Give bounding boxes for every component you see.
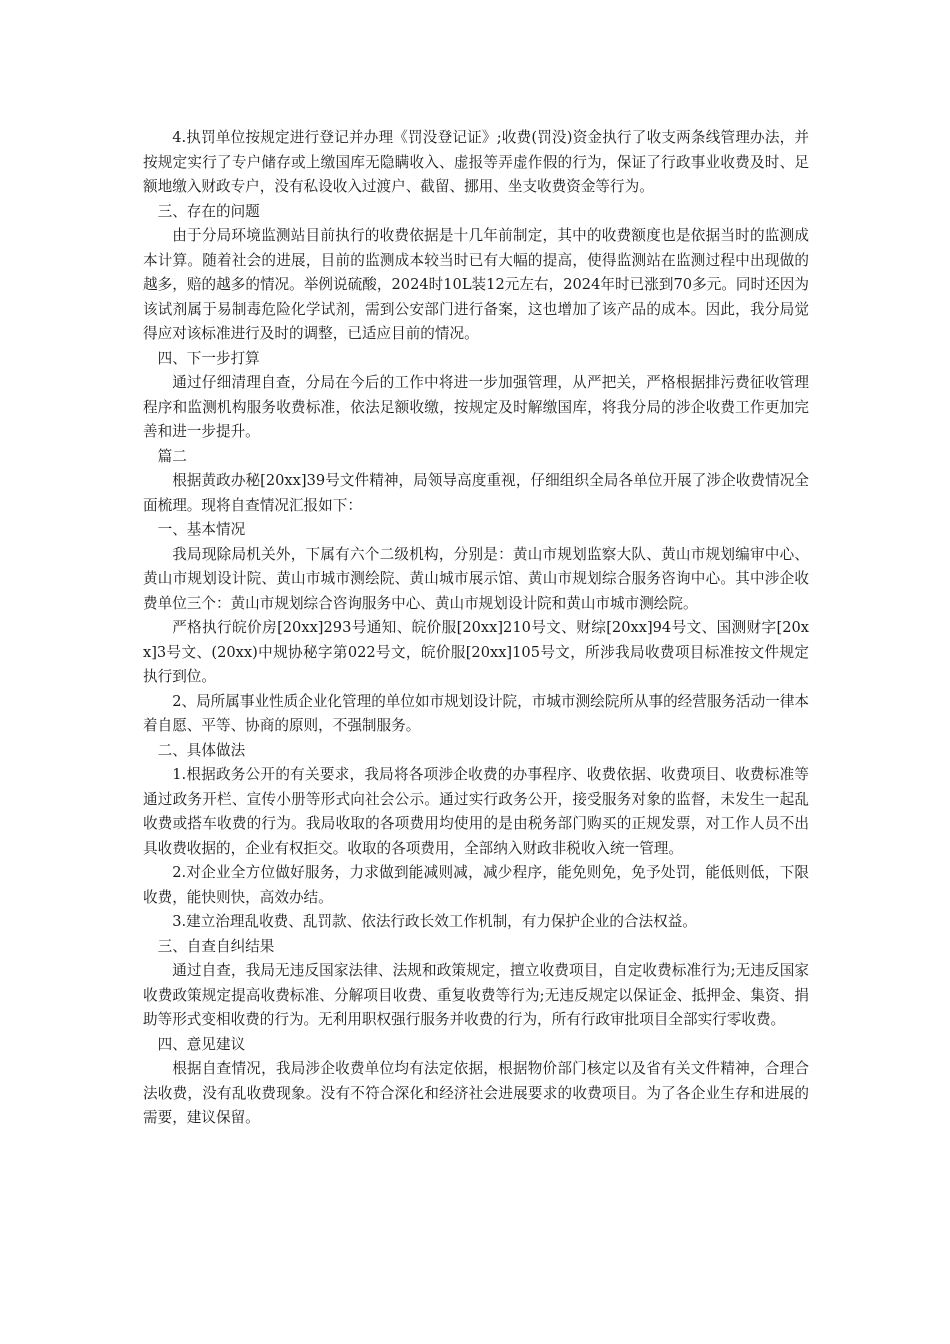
paragraph-organizations: 我局现除局机关外，下属有六个二级机构，分别是：黄山市规划监察大队、黄山市规划编审中心、黄山市规划设计院、黄山市城市测绘院、黄山城市展示馆、黄山市规划综合服务咨询中心。其中涉企收费单位三个：黄山市规划综合咨询服务中心、黄山市规划设计院和黄山市城市测绘院。 [143, 545, 809, 612]
paragraph-practice-3: 3.建立治理乱收费、乱罚款、依法行政长效工作机制，有力保护企业的合法权益。 [172, 913, 697, 930]
paragraph-next-steps: 通过仔细清理自查，分局在今后的工作中将进一步加强管理，从严把关，严格根据排污费征收管理程序和监测机构服务收费标准，依法足额收缴，按规定及时解缴国库，将我分局的涉企收费工作更加完善和进一步提升。 [143, 374, 809, 440]
paragraph-price-documents: 严格执行皖价房[20xx]293号通知、皖价服[20xx]210号文、财综[20xx]94号文、国测财字[20xx]3号文、(20xx)中规协秘字第022号文，皖价服[20xx]105号文，所涉我局收费项目标准按文件规定执行到位。 [143, 619, 809, 685]
section-heading-problems: 三、存在的问题 [157, 202, 260, 220]
paragraph-practice-2: 2.对企业全方位做好服务，力求做到能减则减，减少程序，能免则免，免予处罚，能低则低，下限收费，能快则快，高效办结。 [143, 864, 809, 906]
section-heading-suggestions: 四、意见建议 [157, 1035, 246, 1053]
document-body [143, 126, 809, 1131]
paragraph-practice-1: 1.根据政务公开的有关要求，我局将各项涉企收费的办事程序、收费依据、收费项目、收费标准等通过政务开栏、宣传小册等形式向社会公示。通过实行政务公开，接受服务对象的监督，未发生一起乱收费或搭车收费的行为。我局收取的各项费用均使用的是由税务部门购买的正规发票，对工作人员不出具收费收据的，企业有权拒交。收取的各项费用，全部纳入财政非税收入统一管理。 [143, 766, 809, 857]
section-heading-self-check-results: 三、自查自纠结果 [157, 937, 275, 955]
section-heading-practices: 二、具体做法 [157, 741, 246, 759]
section-heading-next-steps: 四、下一步打算 [157, 349, 260, 367]
section-heading-basic-info: 一、基本情况 [157, 521, 246, 538]
paragraph-self-check-results: 通过自查，我局无违反国家法律、法规和政策规定，擅立收费项目，自定收费标准行为;无违反国家收费政策规定提高收费标准、分解项目收费、重复收费等行为;无违反规定以保证金、抵押金、集资、捐助等形式变相收费的行为。无利用职权强行服务并收费的行为，所有行政审批项目全部实行零收费。 [143, 962, 809, 1028]
section-heading-part-two: 篇二 [157, 447, 187, 465]
paragraph-penalty-registration: 4.执罚单位按规定进行登记并办理《罚没登记证》;收费(罚没)资金执行了收支两条线管理办法，并按规定实行了专户储存或上缴国库无隐瞒收入、虚报等弄虚作假的行为，保证了行政事业收费及时、足额地缴入财政专户，没有私设收入过渡户、截留、挪用、坐支收费资金等行为。 [143, 129, 809, 195]
paragraph-problems: 由于分局环境监测站目前执行的收费依据是十几年前制定，其中的收费额度也是依据当时的监测成本计算。随着社会的进展，目前的监测成本较当时已有大幅的提高，使得监测站在监测过程中出现做的越多，赔的越多的情况。举例说硫酸，2024时10L装12元左右，2024年时已涨到70多元。同时还因为该试剂属于易制毒危险化学试剂，需到公安部门进行备案，这也增加了该产品的成本。因此，我分局觉得应对该标准进行及时的调整，已适应目前的情况。 [143, 227, 809, 342]
paragraph-voluntary-service: 2、局所属事业性质企业化管理的单位如市规划设计院，市城市测绘院所从事的经营服务活动一律本着自愿、平等、协商的原则，不强制服务。 [143, 692, 810, 734]
paragraph-intro: 根据黄政办秘[20xx]39号文件精神，局领导高度重视，仔细组织全局各单位开展了涉企收费情况全面梳理。现将自查情况汇报如下： [143, 472, 809, 514]
paragraph-suggestions: 根据自查情况，我局涉企收费单位均有法定依据，根据物价部门核定以及省有关文件精神，合理合法收费，没有乱收费现象。没有不符合深化和经济社会进展要求的收费项目。为了各企业生存和进展的需要，建议保留。 [143, 1060, 809, 1126]
